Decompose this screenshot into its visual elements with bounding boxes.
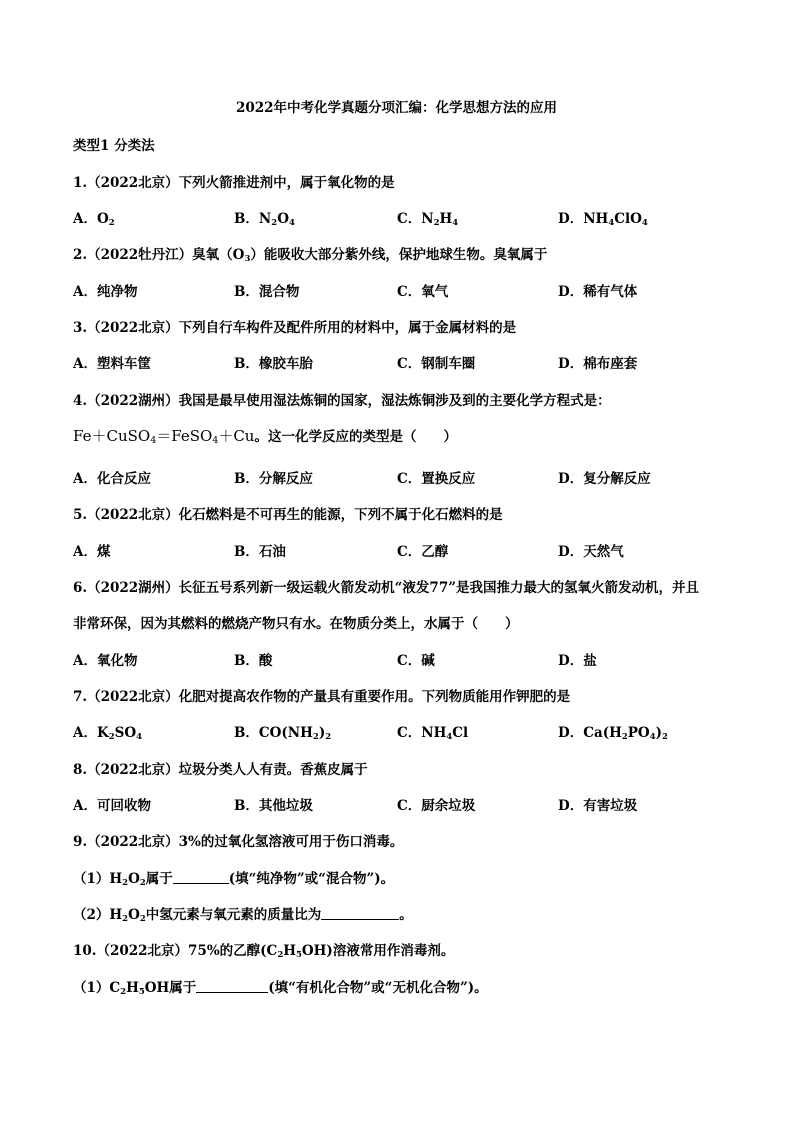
question-5-stem: 5.（2022北京）化石燃料是不可再生的能源，下列不属于化石燃料的是 — [73, 507, 503, 523]
question-9-stem: 9.（2022北京）3%的过氧化氢溶液可用于伤口消毒。 — [73, 834, 404, 850]
q5-option-c[interactable]: C．乙醇 — [397, 544, 449, 560]
q3-option-a[interactable]: A．塑料车筐 — [73, 356, 151, 372]
question-3-stem: 3.（2022北京）下列自行车构件及配件所用的材料中，属于金属材料的是 — [73, 320, 517, 336]
q3-option-c[interactable]: C．钢制车圈 — [397, 356, 476, 372]
question-6-stem-line1: 6.（2022湖州）长征五号系列新一级运载火箭发动机“液发77”是我国推力最大的氢氧火箭发动机，并且 — [73, 580, 699, 596]
answer-blank[interactable] — [196, 980, 268, 993]
q7-option-d[interactable]: D．$Ca(H_2PO_4)_2$ — [558, 725, 668, 742]
answer-blank[interactable] — [321, 907, 399, 920]
q6-option-a[interactable]: A．氧化物 — [73, 653, 138, 669]
question-8-stem: 8.（2022北京）垃圾分类人人有责。香蕉皮属于 — [73, 762, 368, 778]
chemical-equation: Fe＋CuSO$_4$＝FeSO$_4$＋Cu — [73, 427, 255, 446]
q4-option-d[interactable]: D．复分解反应 — [558, 471, 651, 487]
q2-option-d[interactable]: D．稀有气体 — [558, 284, 638, 300]
q6-option-c[interactable]: C．碱 — [397, 653, 435, 669]
question-4-equation: Fe＋CuSO$_4$＝FeSO$_4$＋Cu。这一化学反应的类型是（ ） — [73, 427, 457, 446]
answer-blank[interactable] — [173, 871, 229, 884]
q7-option-a[interactable]: A．$K_2SO_4$ — [73, 725, 143, 742]
q2-option-c[interactable]: C．氧气 — [397, 284, 449, 300]
q1-option-a[interactable]: A．$O_2$ — [73, 211, 115, 228]
q6-option-b[interactable]: B．酸 — [234, 653, 273, 669]
q8-option-c[interactable]: C．厨余垃圾 — [397, 798, 476, 814]
q5-option-d[interactable]: D．天然气 — [558, 544, 624, 560]
section-heading: 类型1 分类法 — [73, 138, 155, 154]
q4-option-c[interactable]: C．置换反应 — [397, 471, 476, 487]
q3-option-d[interactable]: D．棉布座套 — [558, 356, 638, 372]
page-title: 2022年中考化学真题分项汇编：化学思想方法的应用 — [235, 100, 558, 116]
q1-option-b[interactable]: B．$N_2O_4$ — [234, 211, 295, 228]
q4-option-b[interactable]: B．分解反应 — [234, 471, 313, 487]
q8-option-a[interactable]: A．可回收物 — [73, 798, 151, 814]
q5-option-b[interactable]: B．石油 — [234, 544, 286, 560]
question-7-stem: 7.（2022北京）化肥对提高农作物的产量具有重要作用。下列物质能用作钾肥的是 — [73, 689, 571, 705]
q8-option-b[interactable]: B．其他垃圾 — [234, 798, 313, 814]
question-4-stem: 4.（2022湖州）我国是最早使用湿法炼铜的国家，湿法炼铜涉及到的主要化学方程式是： — [73, 393, 611, 409]
q4-option-a[interactable]: A．化合反应 — [73, 471, 151, 487]
q3-option-b[interactable]: B．橡胶车胎 — [234, 356, 313, 372]
q5-option-a[interactable]: A．煤 — [73, 544, 111, 560]
q1-option-d[interactable]: D．$NH_4ClO_4$ — [558, 211, 648, 228]
q7-option-c[interactable]: C．$NH_4Cl$ — [397, 725, 469, 742]
q1-option-c[interactable]: C．$N_2H_4$ — [397, 211, 459, 228]
question-9-part-2: $(2)H_2O_2$中氢元素与氧元素的质量比为 。 — [73, 907, 413, 924]
question-6-stem-line2: 非常环保，因为其燃料的燃烧产物只有水。在物质分类上，水属于（ ） — [73, 616, 519, 632]
q8-option-d[interactable]: D．有害垃圾 — [558, 798, 638, 814]
q7-option-b[interactable]: B．$CO(NH_2)_2$ — [234, 725, 332, 742]
question-1-stem: 1.（2022北京）下列火箭推进剂中，属于氧化物的是 — [73, 175, 395, 191]
question-10-stem: 10.（2022北京）75%的乙醇$(C_2H_5OH)$溶液常用作消毒剂。 — [73, 943, 455, 960]
question-2-stem: 2.（2022牡丹江）臭氧$(O_3)$能吸收大部分紫外线，保护地球生物。臭氧属于 — [73, 247, 548, 264]
q6-option-d[interactable]: D．盐 — [558, 653, 597, 669]
question-9-part-1: $(1)H_2O_2$属于 (填“纯净物”或“混合物”)。 — [73, 871, 395, 888]
q2-option-a[interactable]: A．纯净物 — [73, 284, 138, 300]
q2-option-b[interactable]: B．混合物 — [234, 284, 300, 300]
question-10-part-1: $(1)C_2H_5OH$属于 (填“有机化合物”或“无机化合物”)。 — [73, 980, 488, 997]
